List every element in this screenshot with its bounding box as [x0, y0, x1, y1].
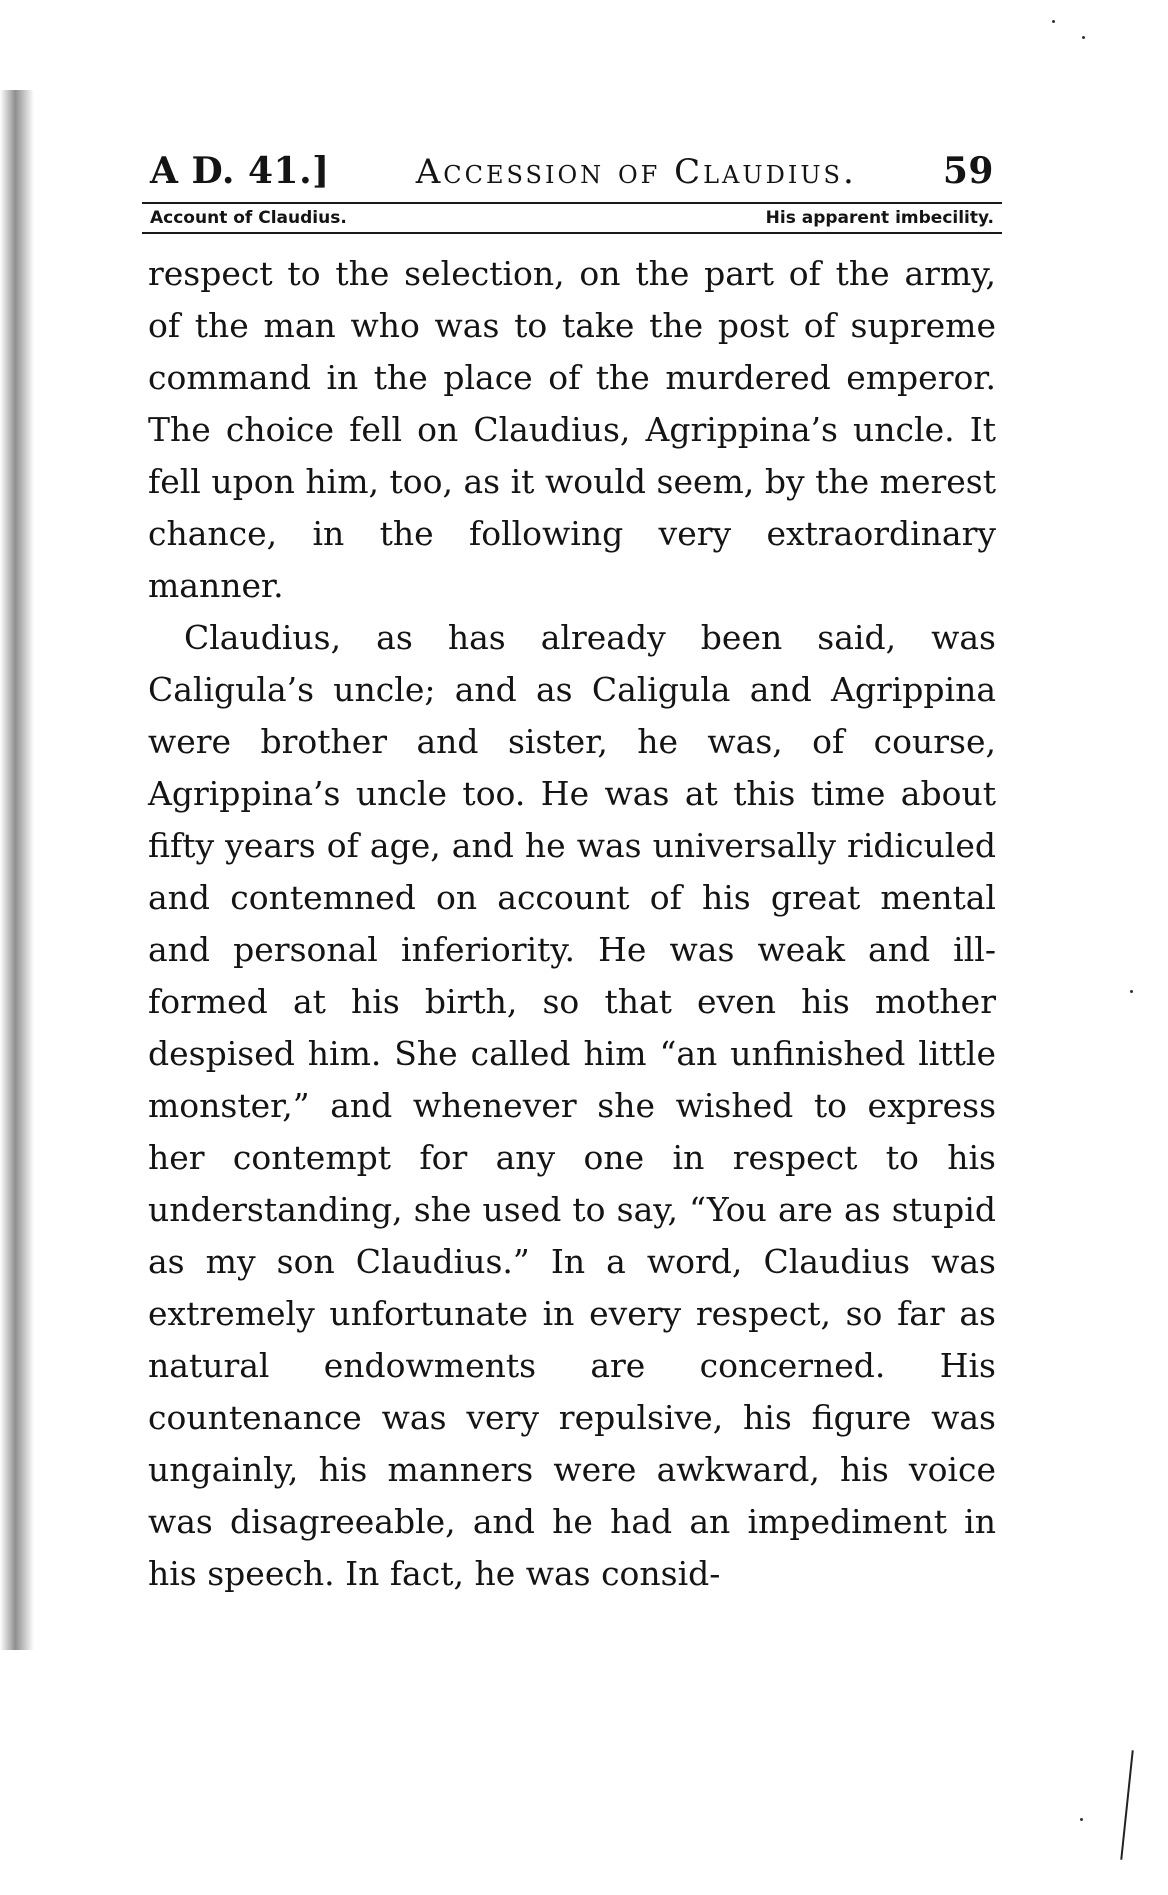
paragraph-1: respect to the selection, on the part of the army, of the man who was to take the post of supreme command in the place of the murdered emperor. The choice fell on Claudius, Agrippina’s uncle. It fell upon him, too, as it would seem, by the merest chance, in the following very extraordinary manner. — [148, 254, 996, 605]
page-number: 59 — [942, 150, 994, 192]
scan-speck — [1082, 36, 1085, 39]
body-text — [142, 248, 1002, 1600]
binding-shadow — [0, 90, 34, 1650]
subheader-left: Account of Claudius. — [150, 208, 347, 228]
header-rule-bottom — [142, 232, 1002, 234]
margin-mark — [1120, 1750, 1133, 1860]
scan-speck — [1080, 1818, 1083, 1821]
book-page — [142, 150, 1002, 1600]
paragraph-2: Claudius, as has already been said, was Caligula’s uncle; and as Caligula and Agrippina were brother and sister, he was, of course, Agrippina’s uncle too. He was at this time about fifty years of age, and he was universally ridiculed and contemned on account of his great mental and personal inferiority. He was weak and ill-formed at his birth, so that even his mother despised him. She called him “an unfinished little monster,” and whenever she wished to express her contempt for any one in respect to his understanding, she used to say, “You are as stupid as my son Claudius.” In a word, Claudius was extremely unfortunate in every respect, so far as natural endowments are concerned. His countenance was very repulsive, his figure was ungainly, his manners were awkward, his voice was disagreeable, and he had an impediment in his speech. In fact, he was consid- — [148, 618, 996, 1593]
subheader-right: His apparent imbecility. — [765, 208, 994, 228]
scan-speck — [1052, 20, 1055, 23]
running-header — [142, 150, 1002, 192]
scan-speck — [1130, 990, 1133, 993]
running-subheader — [142, 204, 1002, 232]
header-date: A D. 41.] — [150, 150, 330, 192]
header-title: Accession of Claudius. — [415, 152, 857, 192]
